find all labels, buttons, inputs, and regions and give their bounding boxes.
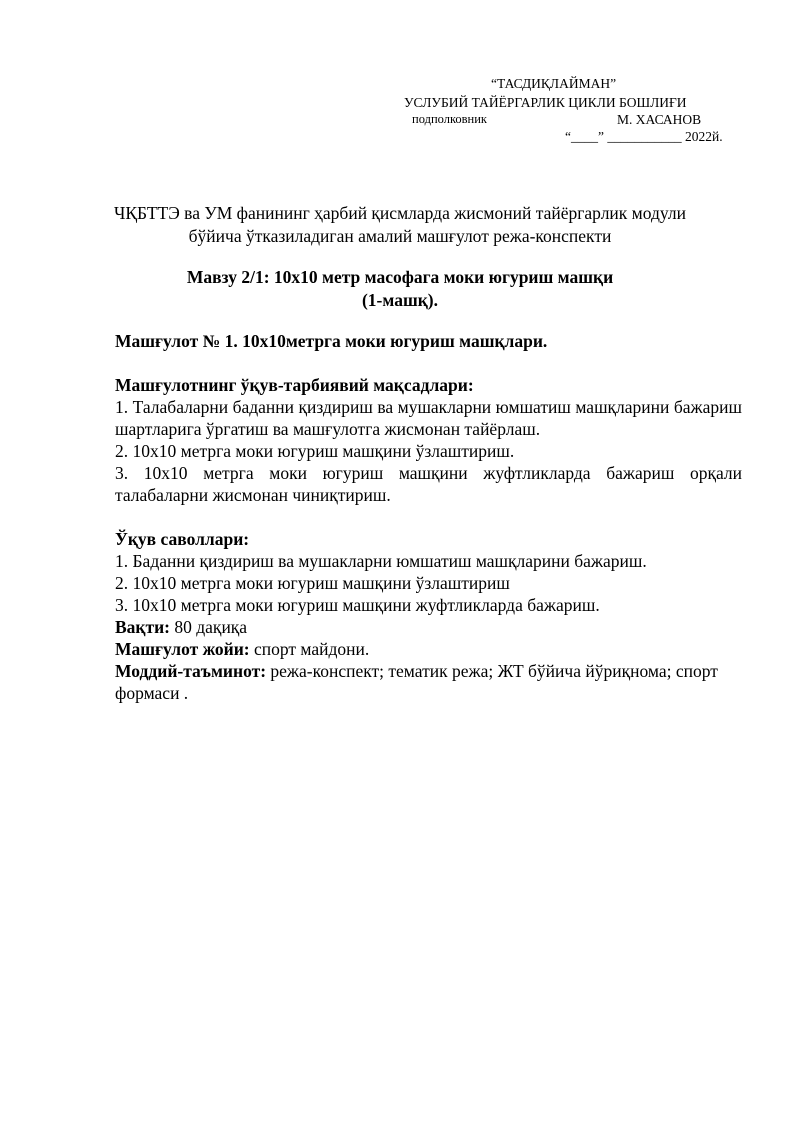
approval-name: М. ХАСАНОВ	[617, 112, 702, 127]
document-title-line-1: ЧҚБТТЭ ва УМ фанининг ҳарбий қисмларда жисмоний тайёргарлик модули	[114, 203, 686, 223]
materials-value: режа-конспект; тематик режа; ЖТ бўйича йўриқнома; спорт формаси .	[115, 661, 718, 703]
questions-heading: Ўқув саволлари:	[115, 529, 250, 549]
goal-item: 2. 10х10 метрга моки югуриш машқини ўзлаштириш.	[115, 441, 515, 461]
topic-line-2: (1-машқ).	[361, 290, 438, 310]
topic-heading	[80, 266, 720, 312]
question-item: 1. Баданни қиздириш ва мушакларни юмшатиш машқларини бажариш.	[115, 551, 647, 571]
approval-rank: подполковник	[412, 112, 487, 126]
approval-position: УСЛУБИЙ ТАЙЁРГАРЛИК ЦИКЛИ БОШЛИҒИ	[404, 95, 687, 110]
document-title-line-2: бўйича ўтказиладиган амалий машғулот режа-конспекти	[188, 226, 612, 246]
topic-line-1: Мавзу 2/1: 10х10 метр масофага моки югуриш машқи	[186, 267, 614, 287]
time-value: 80 дақиқа	[170, 617, 248, 637]
goals-heading: Машғулотнинг ўқув-тарбиявий мақсадлари:	[115, 375, 474, 395]
goal-item: 1. Талабаларни баданни қиздириш ва мушакларни юмшатиш машқларини бажариш шартларига ўргатиш ва машғулотга жисмонан тайёрлаш.	[115, 397, 742, 439]
question-item: 2. 10х10 метрга моки югуриш машқини ўзлаштириш	[115, 573, 510, 593]
approval-heading: “ТАСДИҚЛАЙМАН”	[491, 76, 617, 91]
place-label: Машғулот жойи:	[115, 639, 250, 659]
time-row	[115, 616, 742, 638]
materials-label: Моддий-таъминот:	[115, 661, 267, 681]
goal-item: 3. 10х10 метрга моки югуриш машқини жуфтликларда бажариш орқали талабаларни жисмонан чиниқтириш.	[115, 463, 742, 505]
document-title	[80, 202, 720, 248]
lesson-heading: Машғулот № 1. 10х10метрга моки югуриш машқлари.	[115, 331, 548, 351]
question-item: 3. 10х10 метрга моки югуриш машқини жуфтликларда бажариш.	[115, 595, 600, 615]
place-value: спорт майдони.	[249, 639, 370, 659]
approval-date: “____” ___________ 2022й.	[565, 129, 723, 144]
document-body	[115, 330, 742, 704]
time-label: Вақти:	[115, 617, 171, 637]
place-row	[115, 638, 742, 660]
materials-row	[115, 660, 742, 704]
